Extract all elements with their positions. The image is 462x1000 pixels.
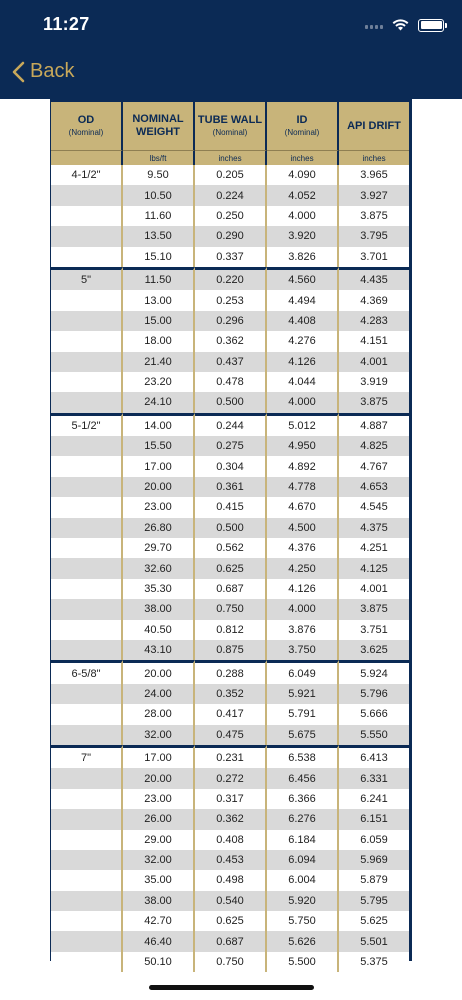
cell-tube-wall: 0.296 — [195, 311, 267, 331]
cell-nominal-weight: 23.20 — [123, 372, 195, 392]
cell-tube-wall: 0.231 — [195, 745, 267, 768]
back-label: Back — [30, 60, 75, 82]
cell-api-drift: 4.887 — [339, 413, 409, 436]
cell-tube-wall: 0.540 — [195, 891, 267, 911]
table-body — [51, 165, 409, 972]
cell-api-drift: 3.751 — [339, 620, 409, 640]
cell-od — [51, 809, 123, 829]
cell-tube-wall: 0.224 — [195, 185, 267, 205]
table-row — [51, 311, 409, 331]
cell-tube-wall: 0.362 — [195, 331, 267, 351]
cell-nominal-weight: 38.00 — [123, 891, 195, 911]
cell-od — [51, 436, 123, 456]
cell-id: 5.920 — [267, 891, 339, 911]
unit-row — [51, 150, 409, 165]
unit-id: inches — [267, 150, 339, 165]
cell-api-drift: 4.435 — [339, 267, 409, 290]
cell-id: 4.000 — [267, 206, 339, 226]
home-indicator — [149, 985, 314, 990]
cell-od — [51, 704, 123, 724]
cell-od — [51, 931, 123, 951]
cell-api-drift: 4.151 — [339, 331, 409, 351]
cell-tube-wall: 0.625 — [195, 911, 267, 931]
cell-id: 6.538 — [267, 745, 339, 768]
cell-id: 5.012 — [267, 413, 339, 436]
cell-nominal-weight: 43.10 — [123, 640, 195, 660]
cell-id: 4.126 — [267, 352, 339, 372]
cell-tube-wall: 0.750 — [195, 599, 267, 619]
cell-id: 3.920 — [267, 226, 339, 246]
cell-nominal-weight: 32.00 — [123, 725, 195, 745]
cell-od — [51, 830, 123, 850]
casing-spec-table — [51, 102, 409, 972]
table-row — [51, 352, 409, 372]
cell-tube-wall: 0.220 — [195, 267, 267, 290]
cell-id: 5.626 — [267, 931, 339, 951]
cell-nominal-weight: 35.00 — [123, 870, 195, 890]
wifi-icon — [392, 19, 409, 31]
cell-tube-wall: 0.317 — [195, 789, 267, 809]
cell-id: 5.750 — [267, 911, 339, 931]
cell-nominal-weight: 40.50 — [123, 620, 195, 640]
table-row — [51, 579, 409, 599]
cell-tube-wall: 0.408 — [195, 830, 267, 850]
cell-tube-wall: 0.250 — [195, 206, 267, 226]
cell-tube-wall: 0.244 — [195, 413, 267, 436]
cell-nominal-weight: 15.00 — [123, 311, 195, 331]
cell-tube-wall: 0.361 — [195, 477, 267, 497]
table-row — [51, 477, 409, 497]
table-row — [51, 413, 409, 436]
table-row — [51, 789, 409, 809]
table-row — [51, 952, 409, 972]
table-row — [51, 185, 409, 205]
cell-api-drift: 4.283 — [339, 311, 409, 331]
cell-nominal-weight: 38.00 — [123, 599, 195, 619]
cell-id: 3.876 — [267, 620, 339, 640]
cell-tube-wall: 0.562 — [195, 538, 267, 558]
cell-api-drift: 6.151 — [339, 809, 409, 829]
table-row — [51, 620, 409, 640]
cell-od — [51, 206, 123, 226]
cell-nominal-weight: 17.00 — [123, 745, 195, 768]
chevron-left-icon — [12, 61, 25, 83]
cell-nominal-weight: 26.80 — [123, 518, 195, 538]
cell-api-drift: 5.375 — [339, 952, 409, 972]
cell-api-drift: 3.875 — [339, 599, 409, 619]
table-row — [51, 372, 409, 392]
cell-id: 6.456 — [267, 768, 339, 788]
cell-api-drift: 5.625 — [339, 911, 409, 931]
back-button[interactable] — [12, 60, 74, 83]
cell-nominal-weight: 11.50 — [123, 267, 195, 290]
col-header-nominal-weight: NOMINAL WEIGHT — [123, 102, 195, 150]
table-row — [51, 911, 409, 931]
cell-id: 4.276 — [267, 331, 339, 351]
table-row — [51, 660, 409, 683]
unit-nominal-weight: lbs/ft — [123, 150, 195, 165]
cell-api-drift: 6.241 — [339, 789, 409, 809]
cell-tube-wall: 0.288 — [195, 660, 267, 683]
cell-api-drift: 4.001 — [339, 579, 409, 599]
cell-od — [51, 870, 123, 890]
table-row — [51, 538, 409, 558]
cell-tube-wall: 0.812 — [195, 620, 267, 640]
cell-id: 6.004 — [267, 870, 339, 890]
cell-nominal-weight: 35.30 — [123, 579, 195, 599]
table-row — [51, 436, 409, 456]
cell-tube-wall: 0.337 — [195, 247, 267, 267]
cell-tube-wall: 0.500 — [195, 392, 267, 412]
table-row — [51, 931, 409, 951]
cell-id: 4.000 — [267, 392, 339, 412]
cell-tube-wall: 0.304 — [195, 456, 267, 476]
cell-od: 5" — [51, 267, 123, 290]
cell-od — [51, 372, 123, 392]
cell-api-drift: 5.795 — [339, 891, 409, 911]
table-row — [51, 226, 409, 246]
cell-api-drift: 4.767 — [339, 456, 409, 476]
cell-api-drift: 5.501 — [339, 931, 409, 951]
cell-tube-wall: 0.875 — [195, 640, 267, 660]
cell-id: 6.094 — [267, 850, 339, 870]
cell-api-drift: 5.924 — [339, 660, 409, 683]
cell-id: 4.408 — [267, 311, 339, 331]
battery-icon — [418, 19, 444, 32]
cell-api-drift: 4.825 — [339, 436, 409, 456]
cell-nominal-weight: 15.10 — [123, 247, 195, 267]
cell-nominal-weight: 28.00 — [123, 704, 195, 724]
table-row — [51, 684, 409, 704]
cell-api-drift: 4.369 — [339, 290, 409, 310]
casing-spec-table-container — [50, 99, 412, 969]
cell-od — [51, 911, 123, 931]
cell-tube-wall: 0.352 — [195, 684, 267, 704]
cell-nominal-weight: 26.00 — [123, 809, 195, 829]
cell-tube-wall: 0.687 — [195, 931, 267, 951]
table-row — [51, 165, 409, 185]
cell-id: 4.250 — [267, 558, 339, 578]
cell-od — [51, 331, 123, 351]
cell-id: 4.560 — [267, 267, 339, 290]
cell-nominal-weight: 20.00 — [123, 768, 195, 788]
cell-od — [51, 392, 123, 412]
cell-tube-wall: 0.272 — [195, 768, 267, 788]
cell-api-drift: 3.927 — [339, 185, 409, 205]
cell-tube-wall: 0.500 — [195, 518, 267, 538]
cell-id: 4.892 — [267, 456, 339, 476]
cell-nominal-weight: 21.40 — [123, 352, 195, 372]
cell-tube-wall: 0.478 — [195, 372, 267, 392]
unit-od — [51, 150, 123, 165]
cell-id: 6.366 — [267, 789, 339, 809]
cell-tube-wall: 0.687 — [195, 579, 267, 599]
cell-od — [51, 952, 123, 972]
cell-od — [51, 247, 123, 267]
cell-od — [51, 558, 123, 578]
cell-tube-wall: 0.437 — [195, 352, 267, 372]
cell-od — [51, 352, 123, 372]
cell-od: 5-1/2" — [51, 413, 123, 436]
table-row — [51, 497, 409, 517]
cell-od — [51, 850, 123, 870]
cell-od — [51, 789, 123, 809]
cell-nominal-weight: 18.00 — [123, 331, 195, 351]
table-row — [51, 704, 409, 724]
cell-nominal-weight: 29.70 — [123, 538, 195, 558]
cell-tube-wall: 0.362 — [195, 809, 267, 829]
cell-id: 6.049 — [267, 660, 339, 683]
cell-od — [51, 599, 123, 619]
cell-id: 4.126 — [267, 579, 339, 599]
cell-api-drift: 6.059 — [339, 830, 409, 850]
cell-id: 4.494 — [267, 290, 339, 310]
cell-od — [51, 579, 123, 599]
cell-od — [51, 311, 123, 331]
cell-id: 4.044 — [267, 372, 339, 392]
cell-api-drift: 5.550 — [339, 725, 409, 745]
cell-id: 4.376 — [267, 538, 339, 558]
cell-nominal-weight: 15.50 — [123, 436, 195, 456]
table-row — [51, 725, 409, 745]
cell-tube-wall: 0.750 — [195, 952, 267, 972]
table-row — [51, 745, 409, 768]
cell-tube-wall: 0.475 — [195, 725, 267, 745]
cell-od: 7" — [51, 745, 123, 768]
cell-api-drift: 6.331 — [339, 768, 409, 788]
cell-id: 3.826 — [267, 247, 339, 267]
table-row — [51, 558, 409, 578]
table-row — [51, 870, 409, 890]
cell-id: 4.500 — [267, 518, 339, 538]
unit-api-drift: inches — [339, 150, 409, 165]
cell-od — [51, 620, 123, 640]
cell-api-drift: 5.969 — [339, 850, 409, 870]
cell-api-drift: 4.375 — [339, 518, 409, 538]
cell-od — [51, 725, 123, 745]
cell-nominal-weight: 32.60 — [123, 558, 195, 578]
cell-nominal-weight: 13.50 — [123, 226, 195, 246]
table-row — [51, 518, 409, 538]
cell-api-drift: 5.879 — [339, 870, 409, 890]
cell-nominal-weight: 23.00 — [123, 789, 195, 809]
cell-nominal-weight: 17.00 — [123, 456, 195, 476]
table-row — [51, 599, 409, 619]
cell-id: 4.670 — [267, 497, 339, 517]
cell-api-drift: 3.875 — [339, 392, 409, 412]
cell-od — [51, 768, 123, 788]
cell-nominal-weight: 20.00 — [123, 477, 195, 497]
table-row — [51, 809, 409, 829]
cell-id: 6.276 — [267, 809, 339, 829]
col-header-api-drift: API DRIFT — [339, 102, 409, 150]
cell-api-drift: 3.701 — [339, 247, 409, 267]
table-row — [51, 891, 409, 911]
cell-od — [51, 456, 123, 476]
cell-id: 5.500 — [267, 952, 339, 972]
cell-tube-wall: 0.253 — [195, 290, 267, 310]
cell-api-drift: 3.625 — [339, 640, 409, 660]
table-row — [51, 267, 409, 290]
cell-id: 3.750 — [267, 640, 339, 660]
cell-api-drift: 6.413 — [339, 745, 409, 768]
table-row — [51, 392, 409, 412]
cell-nominal-weight: 29.00 — [123, 830, 195, 850]
cell-nominal-weight: 23.00 — [123, 497, 195, 517]
cell-api-drift: 4.251 — [339, 538, 409, 558]
table-row — [51, 830, 409, 850]
cell-tube-wall: 0.290 — [195, 226, 267, 246]
status-icons — [365, 14, 444, 36]
cell-nominal-weight: 24.10 — [123, 392, 195, 412]
cell-nominal-weight: 50.10 — [123, 952, 195, 972]
cell-od — [51, 185, 123, 205]
cell-od: 4-1/2" — [51, 165, 123, 185]
cell-od — [51, 226, 123, 246]
cell-api-drift: 4.653 — [339, 477, 409, 497]
cellular-signal-icon — [365, 21, 383, 29]
cell-od: 6-5/8" — [51, 660, 123, 683]
cell-id: 5.921 — [267, 684, 339, 704]
cell-api-drift: 3.875 — [339, 206, 409, 226]
cell-od — [51, 640, 123, 660]
cell-nominal-weight: 11.60 — [123, 206, 195, 226]
cell-id: 4.950 — [267, 436, 339, 456]
cell-tube-wall: 0.415 — [195, 497, 267, 517]
cell-nominal-weight: 13.00 — [123, 290, 195, 310]
nav-header — [0, 0, 462, 99]
table-row — [51, 206, 409, 226]
table-row — [51, 456, 409, 476]
table-row — [51, 640, 409, 660]
cell-tube-wall: 0.417 — [195, 704, 267, 724]
cell-api-drift: 3.795 — [339, 226, 409, 246]
table-row — [51, 768, 409, 788]
unit-tube-wall: inches — [195, 150, 267, 165]
cell-api-drift: 4.545 — [339, 497, 409, 517]
cell-api-drift: 4.125 — [339, 558, 409, 578]
cell-api-drift: 5.796 — [339, 684, 409, 704]
cell-api-drift: 4.001 — [339, 352, 409, 372]
cell-od — [51, 518, 123, 538]
cell-nominal-weight: 10.50 — [123, 185, 195, 205]
cell-od — [51, 538, 123, 558]
cell-id: 4.052 — [267, 185, 339, 205]
cell-nominal-weight: 14.00 — [123, 413, 195, 436]
cell-nominal-weight: 42.70 — [123, 911, 195, 931]
cell-id: 6.184 — [267, 830, 339, 850]
table-row — [51, 290, 409, 310]
cell-id: 5.675 — [267, 725, 339, 745]
table-row — [51, 247, 409, 267]
cell-api-drift: 3.965 — [339, 165, 409, 185]
cell-od — [51, 290, 123, 310]
cell-nominal-weight: 9.50 — [123, 165, 195, 185]
cell-tube-wall: 0.498 — [195, 870, 267, 890]
cell-od — [51, 684, 123, 704]
table-row — [51, 850, 409, 870]
header-row — [51, 102, 409, 150]
cell-od — [51, 477, 123, 497]
cell-id: 5.791 — [267, 704, 339, 724]
cell-api-drift: 3.919 — [339, 372, 409, 392]
status-time: 11:27 — [43, 14, 90, 34]
col-header-tube-wall: TUBE WALL (Nominal) — [195, 102, 267, 150]
col-header-id: ID (Nominal) — [267, 102, 339, 150]
cell-api-drift: 5.666 — [339, 704, 409, 724]
cell-id: 4.778 — [267, 477, 339, 497]
cell-od — [51, 891, 123, 911]
cell-nominal-weight: 32.00 — [123, 850, 195, 870]
col-header-od: OD (Nominal) — [51, 102, 123, 150]
cell-od — [51, 497, 123, 517]
cell-id: 4.000 — [267, 599, 339, 619]
cell-nominal-weight: 46.40 — [123, 931, 195, 951]
cell-tube-wall: 0.625 — [195, 558, 267, 578]
cell-tube-wall: 0.453 — [195, 850, 267, 870]
cell-tube-wall: 0.205 — [195, 165, 267, 185]
cell-tube-wall: 0.275 — [195, 436, 267, 456]
cell-nominal-weight: 20.00 — [123, 660, 195, 683]
cell-id: 4.090 — [267, 165, 339, 185]
table-row — [51, 331, 409, 351]
cell-nominal-weight: 24.00 — [123, 684, 195, 704]
